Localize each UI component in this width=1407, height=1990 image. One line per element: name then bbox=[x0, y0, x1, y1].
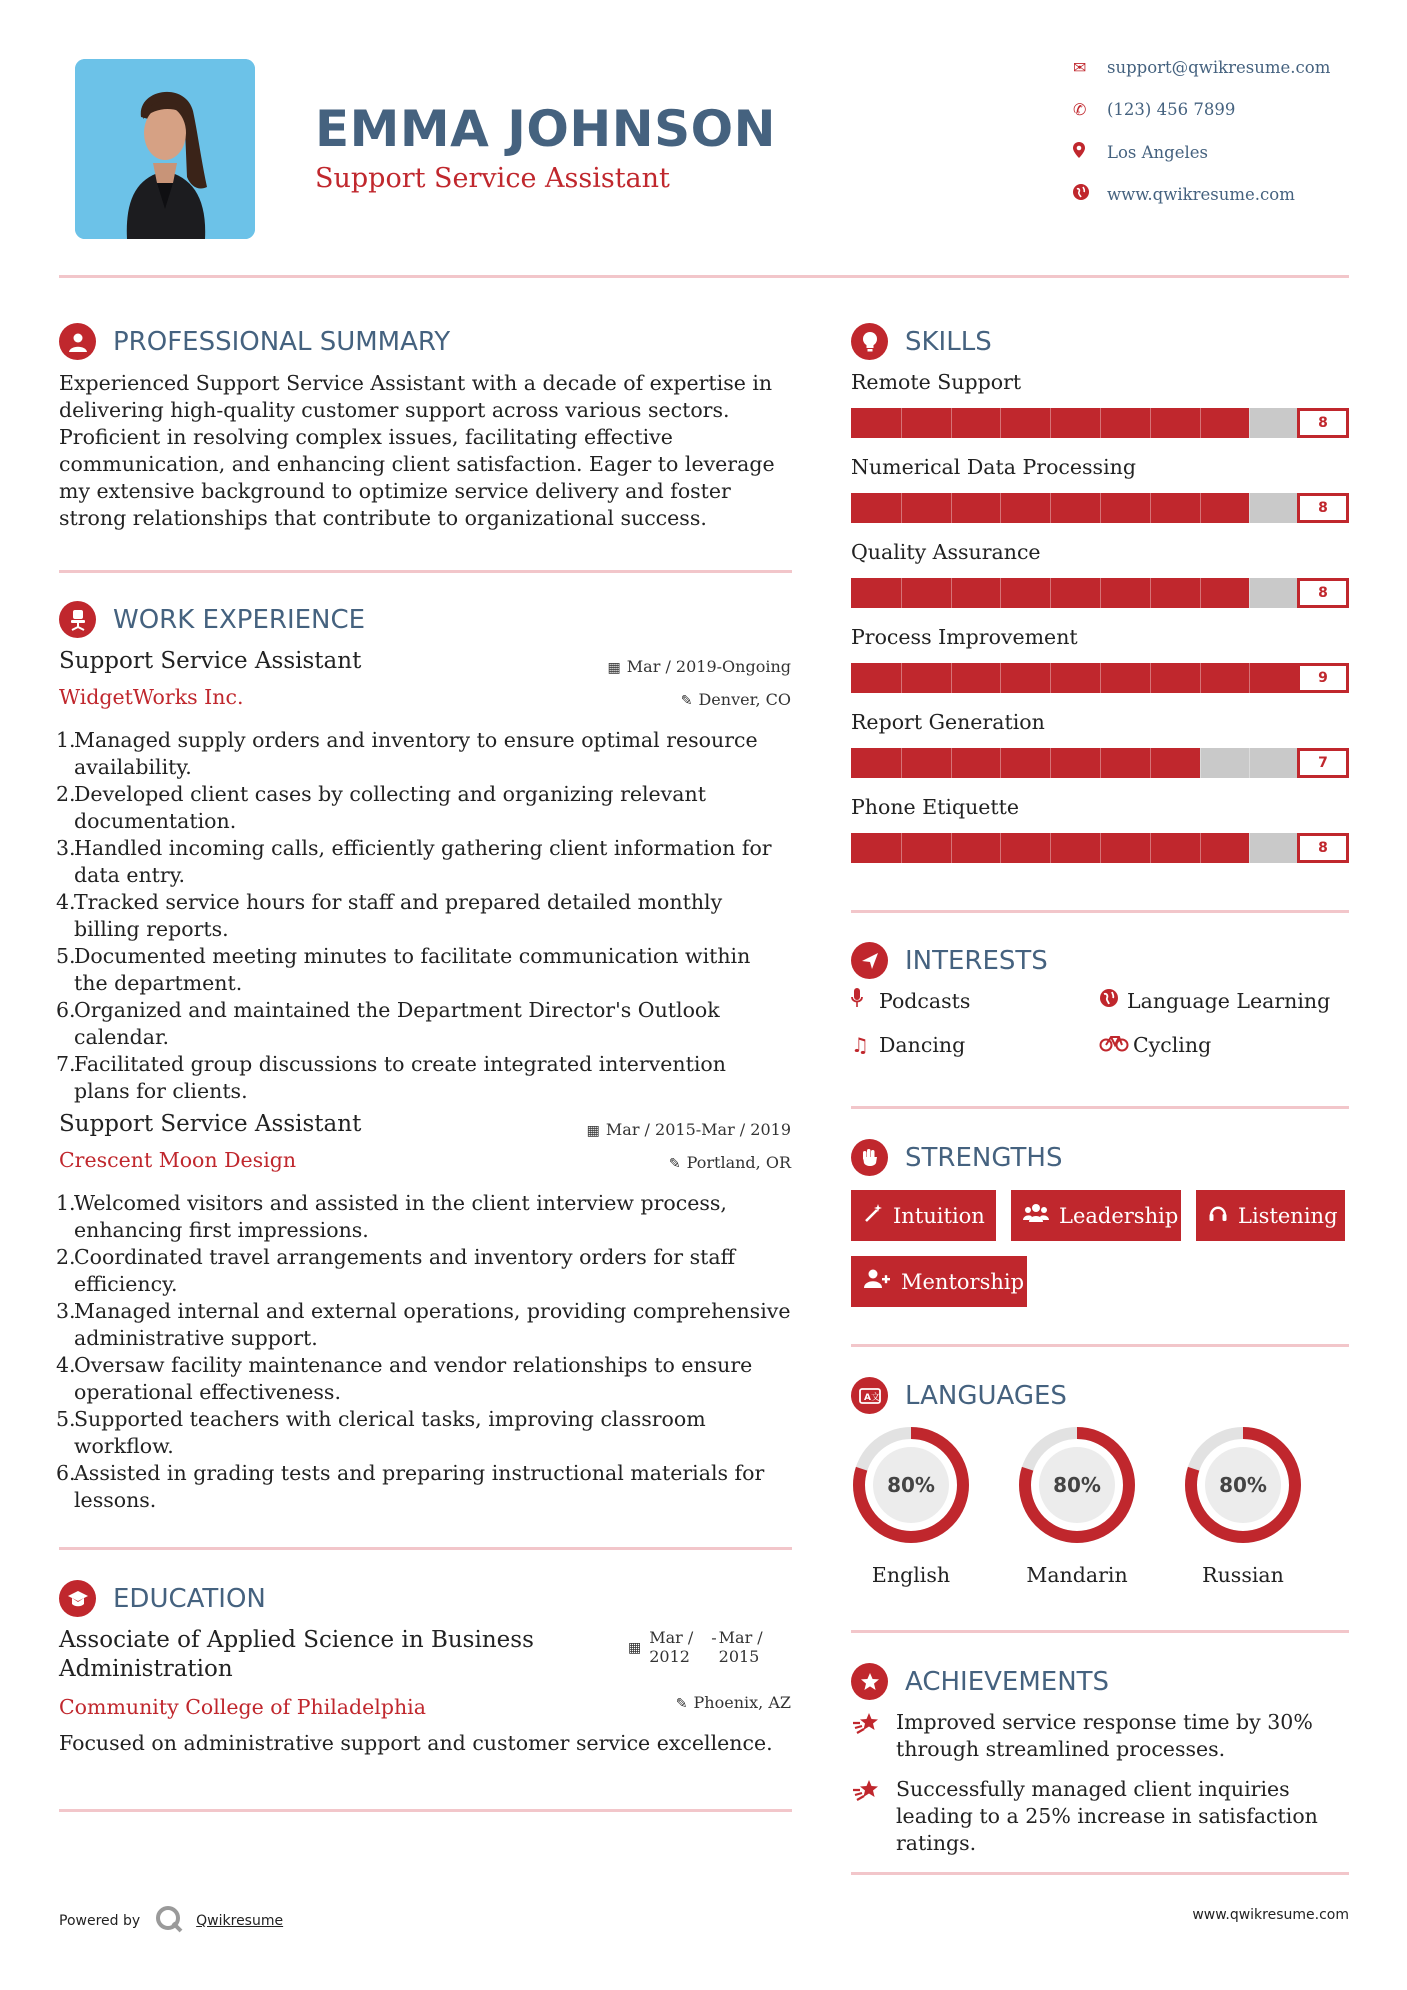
skill-bar-segment bbox=[1249, 578, 1250, 608]
job-2-title: Support Service Assistant bbox=[59, 1111, 362, 1137]
language-percent: 80% bbox=[1053, 1473, 1101, 1497]
skill-bar-segment bbox=[1249, 663, 1250, 693]
skill-bar bbox=[851, 578, 1349, 608]
users-icon bbox=[1023, 1203, 1049, 1228]
strength-chip bbox=[851, 1190, 996, 1241]
skills-divider bbox=[851, 910, 1349, 913]
skill-score: 8 bbox=[1297, 493, 1349, 523]
strength-chip bbox=[851, 1256, 1027, 1307]
education-location-text: Phoenix, AZ bbox=[693, 1693, 791, 1712]
job-1-dates bbox=[608, 657, 791, 676]
language-ring bbox=[1015, 1423, 1139, 1547]
pushpin-icon: ✎ bbox=[680, 693, 693, 709]
map-pin-icon bbox=[1073, 142, 1107, 162]
skill-bar-segment bbox=[901, 408, 902, 438]
list-item: 3. Managed internal and external operations, providing comprehensive administrative support. bbox=[56, 1299, 791, 1350]
job-1-dates-text: Mar / 2019-Ongoing bbox=[626, 657, 791, 676]
language-ring bbox=[1181, 1423, 1305, 1547]
interests-title: INTERESTS bbox=[905, 945, 1048, 976]
interests-heading bbox=[851, 942, 1048, 979]
strength-label: Mentorship bbox=[901, 1269, 1025, 1294]
skill-bar-segment bbox=[1150, 408, 1151, 438]
skill-bar-segment bbox=[1000, 578, 1001, 608]
skills-heading bbox=[851, 323, 992, 360]
skill-score: 8 bbox=[1297, 408, 1349, 438]
skill-bar bbox=[851, 408, 1349, 438]
contact-website[interactable] bbox=[1073, 184, 1393, 204]
skill-name: Process Improvement bbox=[851, 625, 1078, 649]
education-start: Mar / 2012 bbox=[649, 1628, 694, 1666]
profile-photo bbox=[75, 59, 255, 239]
globe-icon bbox=[1073, 184, 1107, 204]
headphones-icon bbox=[1208, 1203, 1228, 1228]
person-photo-illustration bbox=[75, 59, 255, 239]
contact-location bbox=[1073, 142, 1393, 162]
skill-bar-segment bbox=[1000, 663, 1001, 693]
skill-bar-segment bbox=[1050, 663, 1051, 693]
shooting-star-icon bbox=[851, 1709, 896, 1763]
header-divider bbox=[59, 275, 1349, 278]
lightbulb-icon bbox=[851, 323, 888, 360]
skill-bar-segment bbox=[951, 748, 952, 778]
achievement-text: Improved service response time by 30% through streamlined processes. bbox=[896, 1710, 1313, 1761]
skill-bar-segment bbox=[1249, 833, 1250, 863]
footer-powered bbox=[59, 1904, 283, 1938]
work-heading bbox=[59, 601, 365, 638]
interest-label: Cycling bbox=[1133, 1033, 1212, 1057]
summary-heading bbox=[59, 323, 450, 360]
education-description: Focused on administrative support and customer service excellence. bbox=[59, 1731, 773, 1755]
skill-bar-segment bbox=[901, 663, 902, 693]
language-percent: 80% bbox=[887, 1473, 935, 1497]
skill-bar-segment bbox=[1050, 748, 1051, 778]
candidate-role: Support Service Assistant bbox=[315, 163, 670, 194]
qwikresume-logo-icon bbox=[154, 1904, 184, 1938]
strength-label: Listening bbox=[1238, 1203, 1338, 1228]
skill-bar-segment bbox=[1000, 408, 1001, 438]
list-item: 2. Coordinated travel arrangements and inventory orders for staff efficiency. bbox=[56, 1245, 736, 1296]
calendar-icon: ▦ bbox=[586, 1123, 600, 1139]
job-2-location-text: Portland, OR bbox=[686, 1153, 791, 1172]
skill-bar-segment bbox=[901, 833, 902, 863]
skill-score: 8 bbox=[1297, 578, 1349, 608]
skill-bar-segment bbox=[1000, 493, 1001, 523]
achievements-title: ACHIEVEMENTS bbox=[905, 1666, 1110, 1697]
skills-title: SKILLS bbox=[905, 326, 992, 357]
skill-name: Quality Assurance bbox=[851, 540, 1041, 564]
skill-bar-segment bbox=[951, 408, 952, 438]
contact-location-text: Los Angeles bbox=[1107, 142, 1208, 162]
pushpin-icon: ✎ bbox=[675, 1696, 688, 1712]
calendar-icon: ▦ bbox=[628, 1640, 642, 1656]
summary-divider bbox=[59, 570, 792, 573]
list-item: 4. Oversaw facility maintenance and vendor relationships to ensure operational effectiveness. bbox=[56, 1353, 753, 1404]
education-dates bbox=[628, 1628, 774, 1666]
skill-bar-segment bbox=[1150, 663, 1151, 693]
strength-chip bbox=[1011, 1190, 1181, 1241]
summary-title: PROFESSIONAL SUMMARY bbox=[113, 326, 451, 357]
achievements-heading bbox=[851, 1663, 1109, 1700]
skill-bar-fill bbox=[851, 748, 1200, 778]
candidate-name: EMMA JOHNSON bbox=[315, 100, 776, 158]
contact-phone-text: (123) 456 7899 bbox=[1107, 100, 1236, 119]
list-item: 6. Organized and maintained the Department Director's Outlook calendar. bbox=[56, 998, 720, 1049]
skill-bar-segment bbox=[1150, 748, 1151, 778]
skill-bar-segment bbox=[1100, 578, 1101, 608]
skill-bar-segment bbox=[1100, 833, 1101, 863]
skill-bar-segment bbox=[1050, 578, 1051, 608]
graduation-cap-icon bbox=[59, 1580, 96, 1617]
skill-bar-segment bbox=[951, 663, 952, 693]
skill-bar-segment bbox=[1050, 833, 1051, 863]
list-item: 1. Welcomed visitors and assisted in the client interview process, enhancing first impressions. bbox=[56, 1191, 727, 1242]
skill-bar-segment bbox=[1200, 663, 1201, 693]
list-item: 3. Handled incoming calls, efficiently gathering client information for data entry. bbox=[56, 836, 772, 887]
work-title: WORK EXPERIENCE bbox=[113, 604, 366, 635]
svg-text:文: 文 bbox=[870, 1392, 880, 1403]
strengths-divider bbox=[851, 1344, 1349, 1347]
contact-phone[interactable] bbox=[1073, 100, 1393, 119]
job-2-dates-text: Mar / 2015-Mar / 2019 bbox=[605, 1120, 791, 1139]
strengths-title: STRENGTHS bbox=[905, 1142, 1063, 1173]
magic-wand-icon bbox=[863, 1203, 883, 1228]
skill-bar-segment bbox=[1249, 493, 1250, 523]
list-item: 1. Managed supply orders and inventory to ensure optimal resource availability. bbox=[56, 728, 758, 779]
phone-icon: ✆ bbox=[1073, 100, 1087, 119]
skill-bar-segment bbox=[1200, 833, 1201, 863]
svg-text:A: A bbox=[863, 1392, 871, 1403]
skill-bar-segment bbox=[901, 578, 902, 608]
skill-bar bbox=[851, 663, 1349, 693]
calendar-icon: ▦ bbox=[607, 660, 621, 676]
interest-item bbox=[851, 988, 970, 1013]
list-item: 5. Supported teachers with clerical tasks, improving classroom workflow. bbox=[56, 1407, 706, 1458]
bicycle-icon bbox=[1099, 1033, 1133, 1057]
summary-text: Experienced Support Service Assistant with a decade of expertise in delivering high-quality customer support across various sectors. Proficient in resolving complex issues, facilitating effective communication, and enhancing client satisfaction. Eager to leverage my extensive background to optimize service delivery and foster strong relationships that contribute to organizational success. bbox=[59, 371, 775, 530]
language-name: Mandarin bbox=[1026, 1563, 1128, 1587]
fist-icon bbox=[851, 1139, 888, 1176]
languages-title: LANGUAGES bbox=[905, 1380, 1067, 1411]
skill-bar-fill bbox=[851, 663, 1299, 693]
languages-heading bbox=[851, 1377, 1067, 1414]
skill-score: 8 bbox=[1297, 833, 1349, 863]
education-end: Mar / 2015 bbox=[718, 1628, 763, 1666]
pushpin-icon: ✎ bbox=[668, 1156, 681, 1172]
skill-bar-segment bbox=[951, 493, 952, 523]
skill-bar-segment bbox=[901, 493, 902, 523]
interests-divider bbox=[851, 1106, 1349, 1109]
skill-bar-segment bbox=[1200, 578, 1201, 608]
job-1-location bbox=[681, 690, 791, 709]
achievement-text: Successfully managed client inquiries leading to a 25% increase in satisfaction ratings. bbox=[896, 1777, 1318, 1855]
date-separator: - bbox=[711, 1628, 717, 1647]
education-heading bbox=[59, 1580, 266, 1617]
language-name: Russian bbox=[1202, 1563, 1284, 1587]
skill-bar-segment bbox=[1000, 748, 1001, 778]
skill-score: 7 bbox=[1297, 748, 1349, 778]
achievements-divider bbox=[851, 1872, 1349, 1875]
job-2-location bbox=[669, 1153, 791, 1172]
language-percent: 80% bbox=[1219, 1473, 1267, 1497]
interest-label: Dancing bbox=[879, 1033, 966, 1057]
skill-bar-segment bbox=[1050, 408, 1051, 438]
user-icon bbox=[59, 323, 96, 360]
job-1-title: Support Service Assistant bbox=[59, 648, 362, 674]
contact-email[interactable] bbox=[1073, 58, 1393, 77]
language-item bbox=[1015, 1423, 1139, 1587]
language-item bbox=[849, 1423, 973, 1587]
degree-title: Associate of Applied Science in Business Administration bbox=[59, 1627, 534, 1682]
job-1-duties bbox=[56, 727, 786, 1105]
globe-icon bbox=[1099, 988, 1127, 1013]
job-2-duties bbox=[56, 1190, 796, 1514]
strength-label: Leadership bbox=[1059, 1203, 1179, 1228]
skill-bar-segment bbox=[1150, 578, 1151, 608]
education-location bbox=[676, 1693, 791, 1712]
interest-item bbox=[851, 1033, 965, 1057]
microphone-icon bbox=[851, 988, 879, 1013]
interest-label: Language Learning bbox=[1127, 988, 1331, 1013]
footer-site[interactable]: www.qwikresume.com bbox=[1192, 1907, 1349, 1923]
education-divider bbox=[59, 1809, 792, 1812]
skill-bar-segment bbox=[951, 578, 952, 608]
skill-name: Numerical Data Processing bbox=[851, 455, 1136, 479]
skill-bar-segment bbox=[1200, 408, 1201, 438]
language-item bbox=[1181, 1423, 1305, 1587]
list-item: 2. Developed client cases by collecting and organizing relevant documentation. bbox=[56, 782, 706, 833]
language-ring bbox=[849, 1423, 973, 1547]
job-1-location-text: Denver, CO bbox=[698, 690, 791, 709]
skill-name: Remote Support bbox=[851, 370, 1022, 394]
job-2-dates bbox=[587, 1120, 791, 1139]
achievement-item bbox=[851, 1776, 1349, 1857]
qwikresume-link[interactable]: Qwikresume bbox=[196, 1913, 284, 1929]
list-item: 6. Assisted in grading tests and preparing instructional materials for lessons. bbox=[56, 1461, 765, 1512]
shooting-star-icon bbox=[851, 1776, 896, 1857]
skill-bar-segment bbox=[1150, 833, 1151, 863]
skill-bar-segment bbox=[1100, 408, 1101, 438]
interest-label: Podcasts bbox=[879, 988, 971, 1013]
music-note-icon: ♫ bbox=[851, 1033, 869, 1057]
work-divider bbox=[59, 1547, 792, 1550]
user-plus-icon bbox=[863, 1269, 891, 1294]
languages-divider bbox=[851, 1630, 1349, 1633]
envelope-icon: ✉ bbox=[1073, 58, 1087, 77]
interest-item bbox=[1099, 988, 1330, 1013]
achievement-item bbox=[851, 1709, 1349, 1763]
skill-bar-segment bbox=[901, 748, 902, 778]
strength-label: Intuition bbox=[893, 1203, 985, 1228]
job-2-company: Crescent Moon Design bbox=[59, 1148, 297, 1172]
education-title: EDUCATION bbox=[113, 1583, 266, 1614]
contact-website-text: www.qwikresume.com bbox=[1107, 184, 1295, 204]
language-name: English bbox=[871, 1563, 951, 1587]
office-chair-icon bbox=[59, 601, 96, 638]
strength-chip bbox=[1196, 1190, 1345, 1241]
skill-bar-segment bbox=[1249, 408, 1250, 438]
skill-bar-segment bbox=[1150, 493, 1151, 523]
skill-score: 9 bbox=[1297, 663, 1349, 693]
list-item: 4. Tracked service hours for staff and prepared detailed monthly billing reports. bbox=[56, 890, 723, 941]
job-1-company: WidgetWorks Inc. bbox=[59, 685, 244, 709]
skill-bar-segment bbox=[1100, 748, 1101, 778]
skill-bar-segment bbox=[1200, 748, 1201, 778]
skill-bar-segment bbox=[1200, 493, 1201, 523]
skill-bar bbox=[851, 493, 1349, 523]
school-name: Community College of Philadelphia bbox=[59, 1695, 426, 1719]
contact-email-text: support@qwikresume.com bbox=[1107, 58, 1331, 77]
skill-bar-segment bbox=[951, 833, 952, 863]
skill-bar bbox=[851, 748, 1349, 778]
skill-bar-segment bbox=[1100, 663, 1101, 693]
list-item: 7. Facilitated group discussions to create integrated intervention plans for clients. bbox=[56, 1052, 726, 1103]
powered-by-text: Powered by bbox=[59, 1913, 141, 1929]
paper-plane-icon bbox=[851, 942, 888, 979]
skill-bar-segment bbox=[1050, 493, 1051, 523]
translate-icon bbox=[851, 1377, 888, 1414]
strengths-heading bbox=[851, 1139, 1063, 1176]
skill-bar bbox=[851, 833, 1349, 863]
skill-name: Phone Etiquette bbox=[851, 795, 1020, 819]
interest-item bbox=[1099, 1033, 1211, 1057]
star-badge-icon bbox=[851, 1663, 888, 1700]
skill-bar-segment bbox=[1000, 833, 1001, 863]
skill-name: Report Generation bbox=[851, 710, 1045, 734]
skill-bar-segment bbox=[1249, 748, 1250, 778]
skill-bar-segment bbox=[1100, 493, 1101, 523]
list-item: 5. Documented meeting minutes to facilitate communication within the department. bbox=[56, 944, 751, 995]
